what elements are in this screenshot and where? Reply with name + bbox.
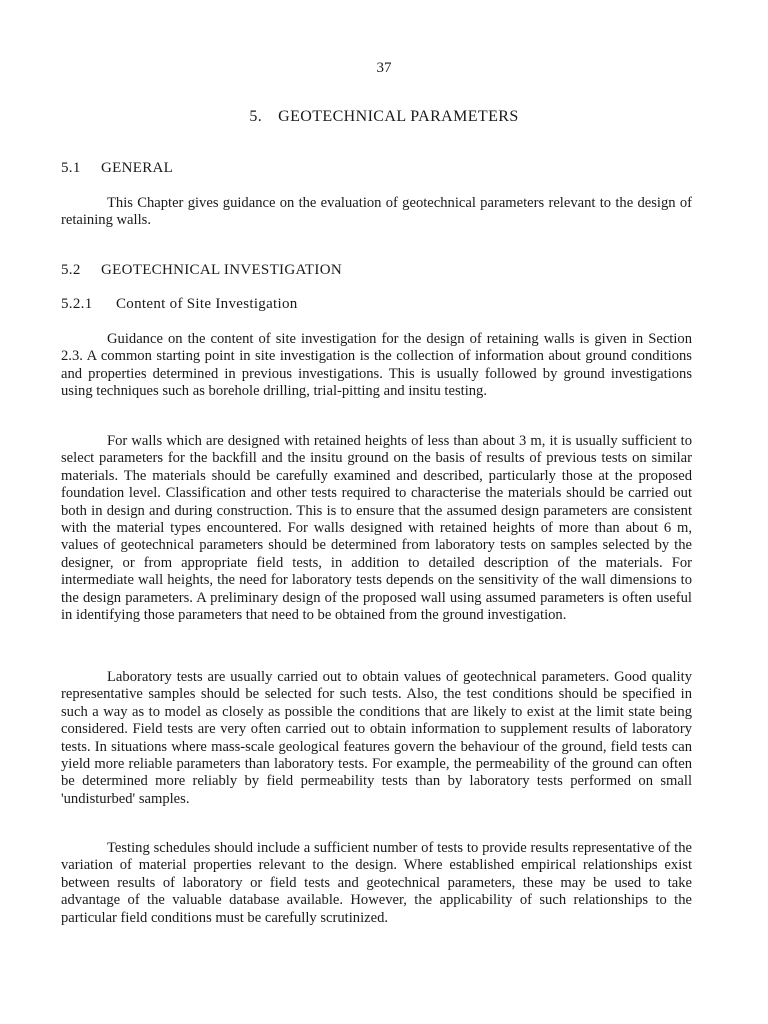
section-title: GENERAL [101, 160, 174, 176]
section-number: 5.2 [61, 262, 81, 278]
section-number: 5.1 [61, 160, 81, 176]
page-number: 37 [376, 60, 392, 76]
section-heading-investigation [61, 262, 342, 279]
chapter-number: 5. [249, 108, 263, 125]
subsection-title: Content of Site Investigation [116, 296, 298, 312]
section-heading-general [61, 160, 173, 177]
paragraph-general: This Chapter gives guidance on the evaluation of geotechnical parameters relevant to the design of retaining walls. [61, 195, 692, 229]
paragraph-1: Guidance on the content of site investigation for the design of retaining walls is given in Section 2.3. A common starting point in site investigation is the collection of information about ground conditions and properties determined in previous investigations. This is usually followed by ground investigations using techniques such as borehole drilling, trial-pitting and insitu testing. [61, 331, 692, 400]
chapter-title: GEOTECHNICAL PARAMETERS [278, 108, 519, 125]
section-title: GEOTECHNICAL INVESTIGATION [101, 262, 342, 278]
subsection-number: 5.2.1 [61, 296, 93, 312]
paragraph-4: Testing schedules should include a sufficient number of tests to provide results representative of the variation of material properties relevant to the design. Where established empirical relationships exist between results of laboratory or field tests and geotechnical parameters, these may be used to take advantage of the valuable database available. However, the applicability of such relationships to the particular field conditions must be carefully scrutinized. [61, 840, 692, 926]
subsection-heading [61, 296, 298, 313]
paragraph-3: Laboratory tests are usually carried out to obtain values of geotechnical parameters. Good quality representative samples should be selected for such tests. Also, the test conditions should be specified in such a way as to model as closely as possible the conditions that are likely to exist at the limit state being considered. Field tests are very often carried out to obtain information to supplement results of laboratory tests. In situations where mass-scale geological features govern the behaviour of the ground, field tests can yield more reliable parameters than laboratory tests. For example, the permeability of the ground can often be determined more reliably by field permeability tests than by laboratory tests performed on small 'undisturbed' samples. [61, 669, 692, 807]
paragraph-2: For walls which are designed with retained heights of less than about 3 m, it is usually sufficient to select parameters for the backfill and the insitu ground on the basis of results of previous tests on similar materials. The materials should be carefully examined and described, particularly those at the proposed foundation level. Classification and other tests required to characterise the materials should be carried out both in design and during construction. This is to ensure that the assumed design parameters are consistent with the material types encountered. For walls designed with retained heights of more than about 6 m, values of geotechnical parameters should be determined from laboratory tests on samples selected by the designer, or from appropriate field tests, in addition to detailed description of the materials. For intermediate wall heights, the need for laboratory tests depends on the sensitivity of the wall dimensions to the design parameters. A preliminary design of the proposed wall using assumed parameters is often useful in identifying those parameters that need to be obtained from the ground investigation. [61, 433, 692, 624]
chapter-heading [0, 108, 768, 126]
